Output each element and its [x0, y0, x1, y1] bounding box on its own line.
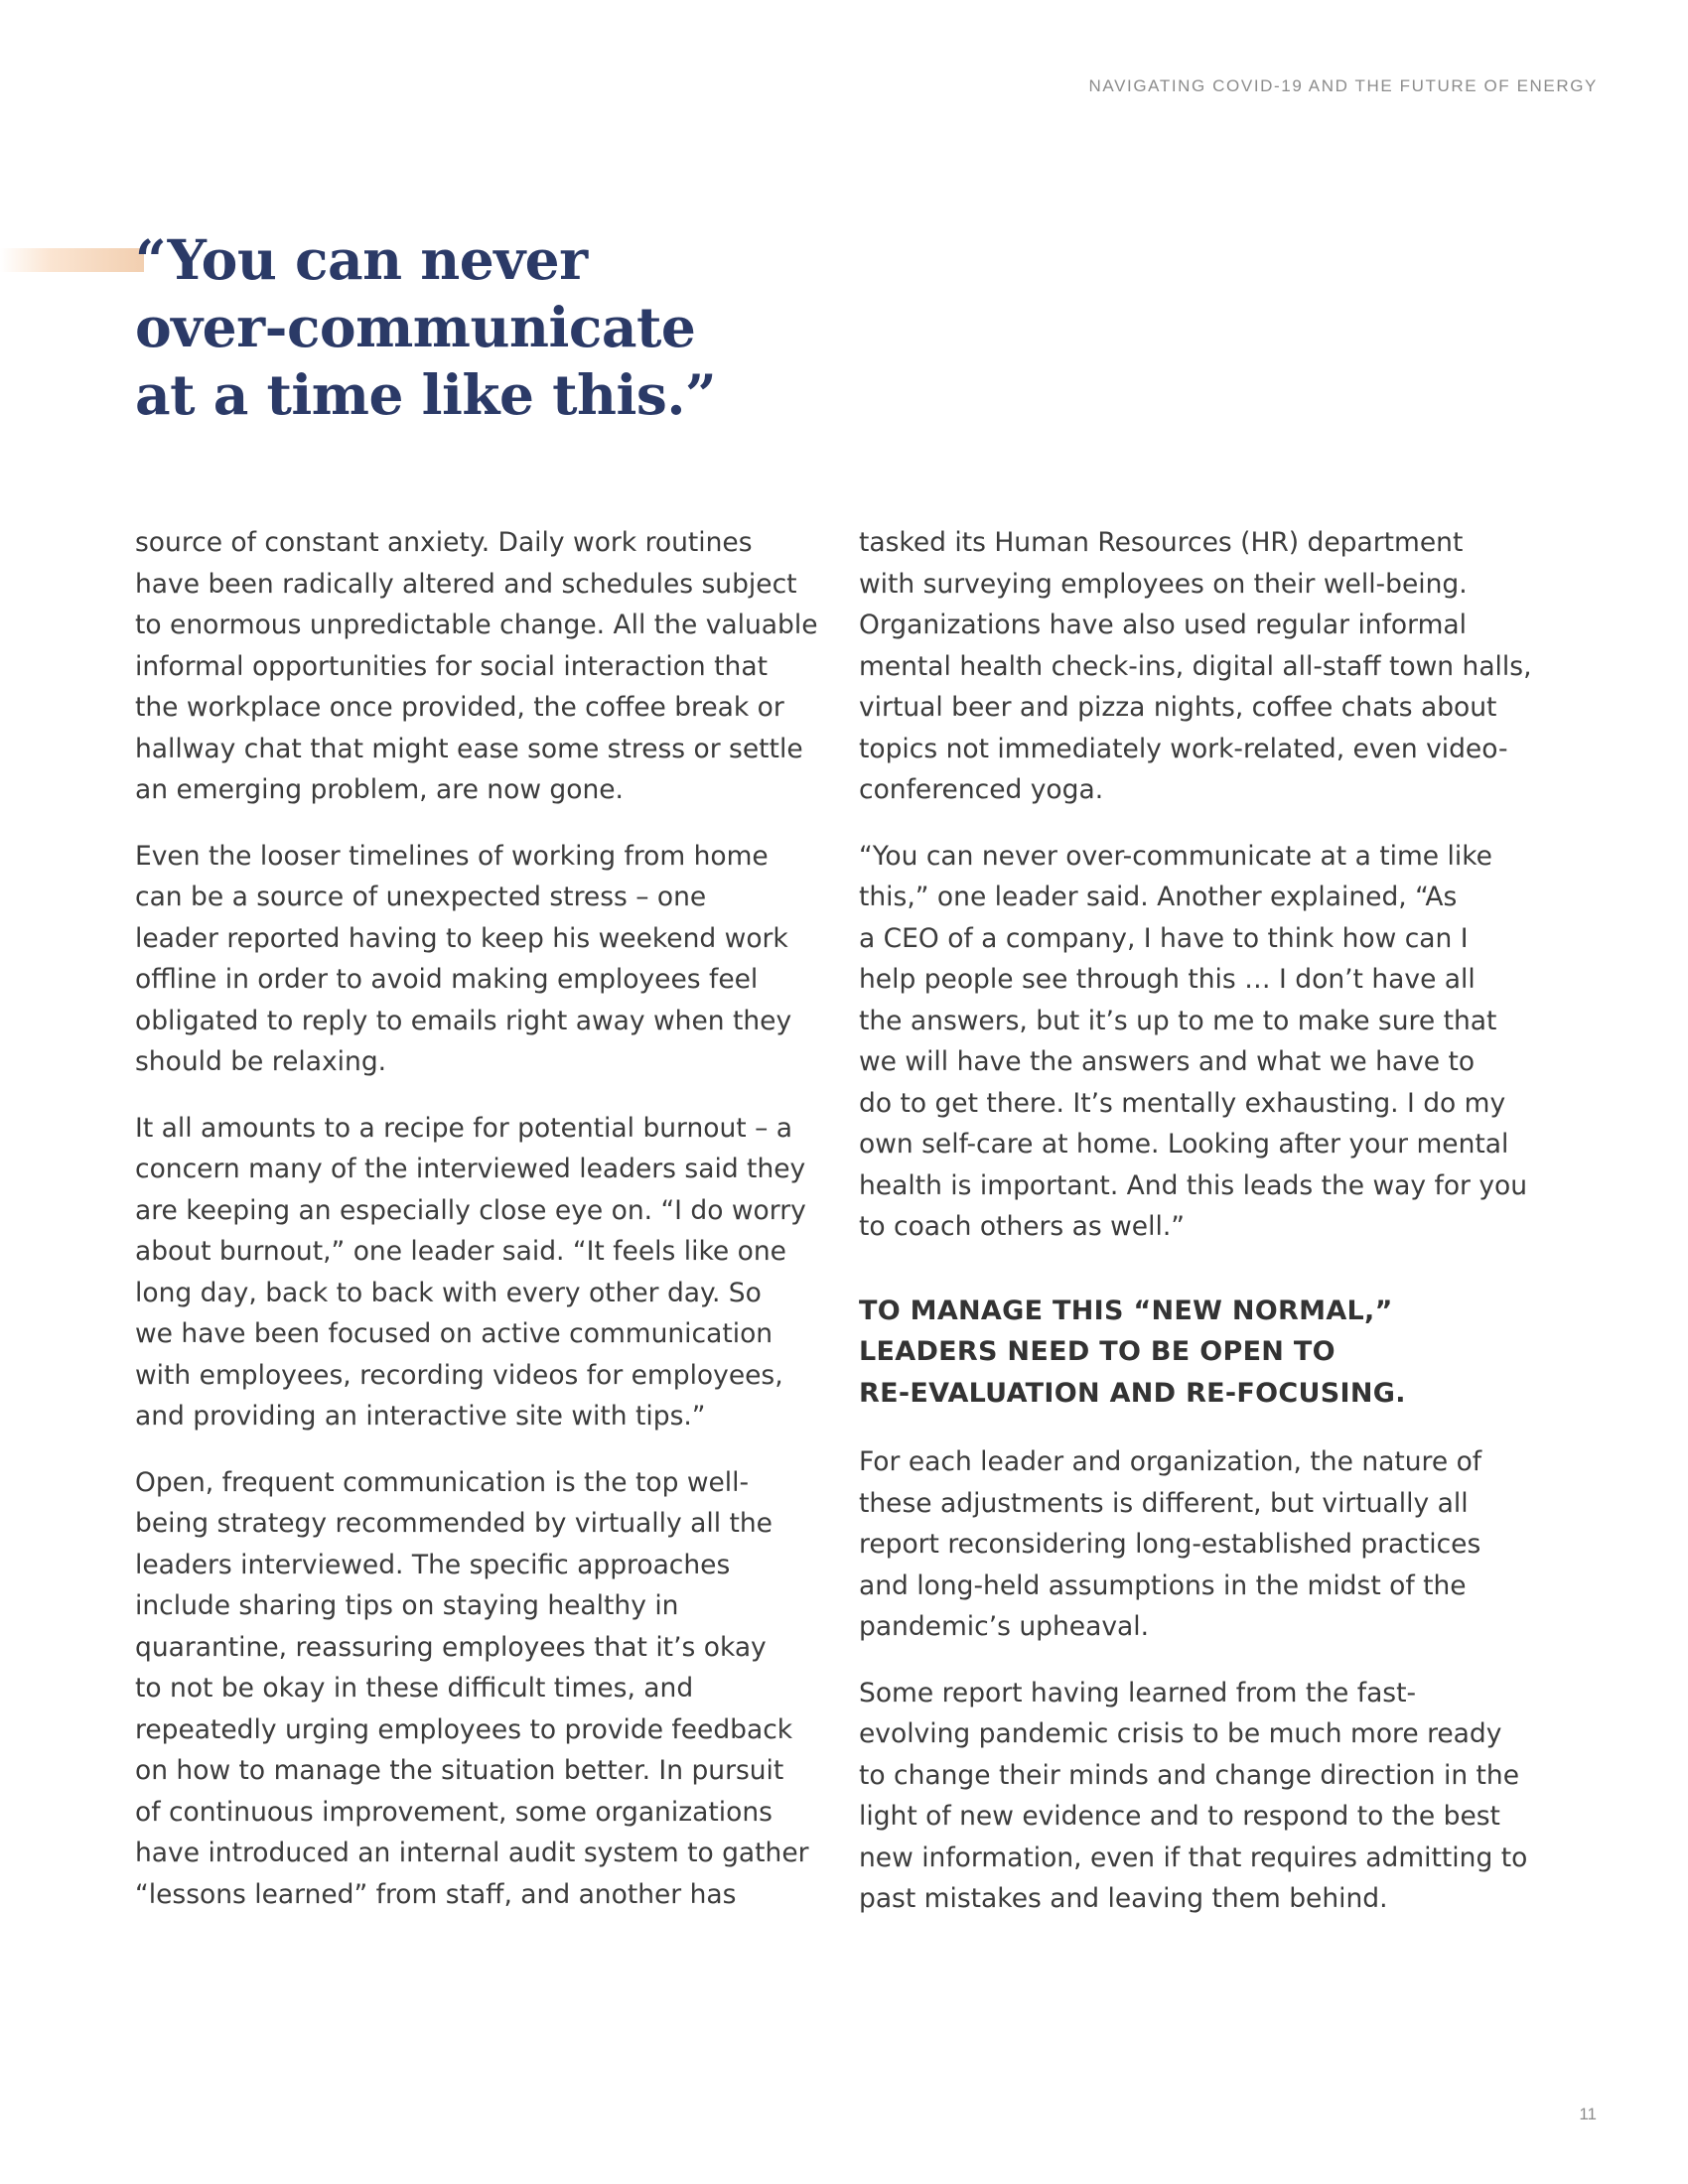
text-line: we will have the answers and what we have to [859, 1046, 1476, 1077]
text-line: quarantine, reassuring employees that it’s okay [135, 1631, 767, 1663]
running-header: NAVIGATING COVID-19 AND THE FUTURE OF ENERGY [1088, 76, 1598, 95]
text-line: topics not immediately work-related, even video- [859, 733, 1508, 764]
text-line: this,” one leader said. Another explained, “As [859, 882, 1458, 912]
body-paragraph [859, 836, 1576, 1248]
text-line: offline in order to avoid making employees feel [135, 964, 759, 995]
text-line: leader reported having to keep his weekend work [135, 922, 788, 954]
pull-quote-line: at a time like this.” [135, 362, 717, 427]
text-line: with surveying employees on their well-being. [859, 568, 1468, 600]
body-paragraph [135, 836, 852, 1083]
text-line: It all amounts to a recipe for potential burnout – a [135, 1112, 793, 1144]
text-line: the workplace once provided, the coffee break or [135, 692, 784, 723]
text-line: conferenced yoga. [859, 774, 1104, 805]
body-paragraph [859, 1441, 1576, 1648]
text-line: informal opportunities for social interaction that [135, 650, 768, 682]
heading-line: TO MANAGE THIS “NEW NORMAL,” [859, 1295, 1393, 1326]
text-line: mental health check-ins, digital all-staff town halls, [859, 650, 1532, 682]
pull-quote-accent-bar [0, 248, 144, 272]
text-line: help people see through this … I don’t have all [859, 964, 1476, 995]
section-heading [859, 1291, 1576, 1415]
text-line: pandemic’s upheaval. [859, 1611, 1150, 1642]
body-paragraph [859, 522, 1576, 811]
text-line: to change their minds and change direction in the [859, 1759, 1520, 1791]
pull-quote-line: over-communicate [135, 295, 696, 359]
text-line: obligated to reply to emails right away when they [135, 1005, 792, 1036]
text-line: long day, back to back with every other day. So [135, 1277, 762, 1308]
pull-quote [135, 226, 929, 429]
text-line: to enormous unpredictable change. All the valuable [135, 610, 818, 640]
text-line: repeatedly urging employees to provide feedback [135, 1713, 793, 1745]
text-line: to not be okay in these difficult times, and [135, 1673, 694, 1704]
text-line: about burnout,” one leader said. “It feels like one [135, 1236, 786, 1267]
text-line: tasked its Human Resources (HR) department [859, 527, 1464, 558]
text-line: Even the looser timelines of working from home [135, 840, 769, 872]
text-line: and long-held assumptions in the midst of the [859, 1570, 1467, 1601]
text-line: being strategy recommended by virtually all the [135, 1508, 773, 1539]
text-line: Open, frequent communication is the top well- [135, 1466, 750, 1498]
text-line: evolving pandemic crisis to be much more ready [859, 1718, 1502, 1749]
text-line: For each leader and organization, the nature of [859, 1446, 1482, 1477]
text-line: include sharing tips on staying healthy in [135, 1590, 679, 1621]
left-column [135, 522, 852, 1940]
text-line: the answers, but it’s up to me to make sure that [859, 1005, 1497, 1036]
text-line: past mistakes and leaving them behind. [859, 1883, 1388, 1914]
text-line: have introduced an internal audit system to gather [135, 1838, 809, 1868]
text-line: Organizations have also used regular informal [859, 610, 1467, 640]
text-line: of continuous improvement, some organizations [135, 1796, 773, 1828]
text-line: own self-care at home. Looking after your mental [859, 1129, 1509, 1160]
text-line: these adjustments is different, but virtually all [859, 1487, 1469, 1519]
text-line: an emerging problem, are now gone. [135, 774, 624, 805]
body-paragraph [135, 522, 852, 811]
text-line: “lessons learned” from staff, and another has [135, 1878, 737, 1910]
text-line: source of constant anxiety. Daily work routines [135, 527, 753, 558]
body-paragraph [859, 1673, 1576, 1920]
page-number: 11 [1579, 2105, 1597, 2123]
text-line: to coach others as well.” [859, 1211, 1185, 1242]
text-line: virtual beer and pizza nights, coffee chats about [859, 692, 1497, 723]
heading-line: RE-EVALUATION AND RE-FOCUSING. [859, 1377, 1406, 1409]
text-line: can be a source of unexpected stress – one [135, 882, 707, 912]
text-line: with employees, recording videos for employees, [135, 1359, 783, 1391]
pull-quote-line: “You can never [135, 227, 588, 292]
text-line: concern many of the interviewed leaders said they [135, 1154, 806, 1184]
body-paragraph [135, 1108, 852, 1437]
text-line: “You can never over-communicate at a time like [859, 840, 1492, 872]
text-line: health is important. And this leads the way for you [859, 1169, 1528, 1201]
text-line: we have been focused on active communication [135, 1318, 774, 1349]
text-line: hallway chat that might ease some stress or settle [135, 733, 803, 764]
text-line: light of new evidence and to respond to the best [859, 1801, 1500, 1832]
text-line: should be relaxing. [135, 1046, 387, 1077]
text-line: have been radically altered and schedules subject [135, 568, 797, 600]
text-line: and providing an interactive site with tips.” [135, 1401, 706, 1432]
right-column [859, 522, 1576, 1945]
body-paragraph [135, 1462, 852, 1916]
text-line: report reconsidering long-established practices [859, 1529, 1481, 1560]
text-line: do to get there. It’s mentally exhausting. I do my [859, 1087, 1506, 1119]
text-line: leaders interviewed. The specific approaches [135, 1549, 731, 1580]
text-line: Some report having learned from the fast- [859, 1677, 1417, 1708]
text-line: are keeping an especially close eye on. “I do worry [135, 1194, 806, 1226]
text-line: new information, even if that requires admitting to [859, 1842, 1528, 1873]
text-line: on how to manage the situation better. In pursuit [135, 1755, 784, 1786]
text-line: a CEO of a company, I have to think how can I [859, 922, 1469, 954]
heading-line: LEADERS NEED TO BE OPEN TO [859, 1336, 1336, 1367]
